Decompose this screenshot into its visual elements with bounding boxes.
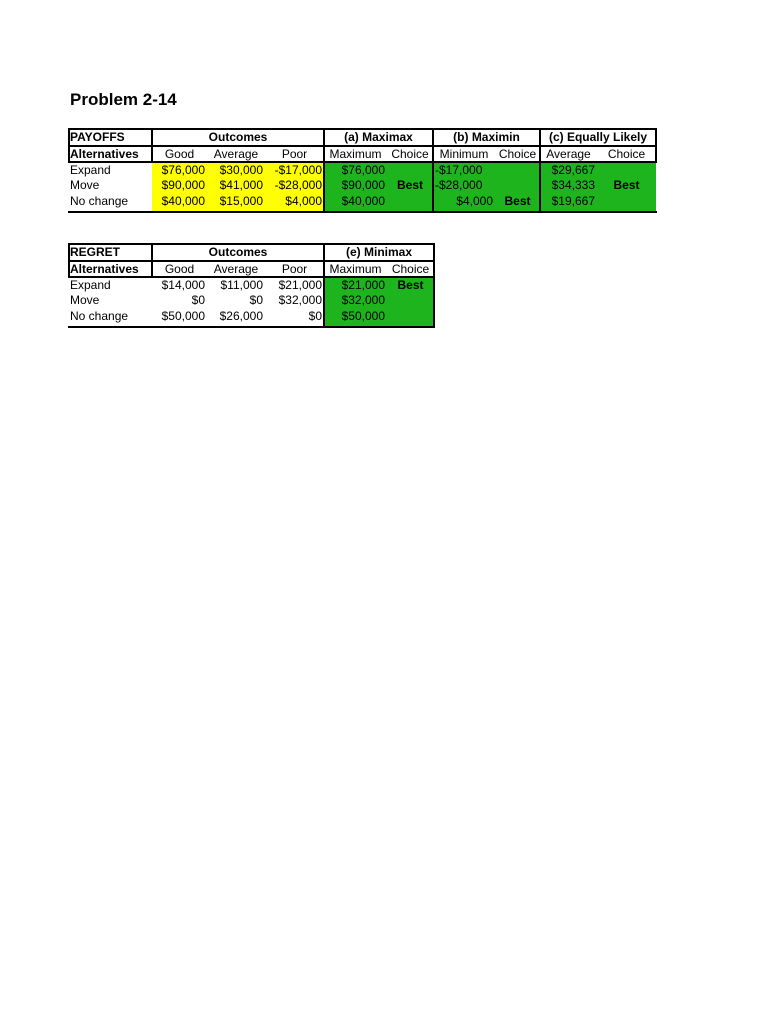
regret-good-header: Good: [164, 262, 195, 276]
minimum-header: Minimum: [439, 147, 489, 161]
regret-cell-good: $14,000: [161, 278, 205, 292]
page-title: Problem 2-14: [70, 90, 177, 109]
cell-minimum: -$17,000: [435, 163, 483, 177]
payoffs-header-bottom: [68, 161, 657, 163]
cell-maximum: $90,000: [341, 178, 385, 192]
payoffs-col-divider: [323, 128, 325, 213]
regret-col-divider: [151, 243, 153, 277]
cell-likely-choice: [597, 193, 656, 209]
row-label-no-change: No change: [70, 194, 129, 208]
maximin-header: (b) Maximin: [453, 130, 520, 144]
regret-poor-header: Poor: [281, 262, 308, 276]
regret-border-right: [433, 243, 435, 328]
cell-maximum: $76,000: [341, 163, 385, 177]
good-header: Good: [164, 147, 195, 161]
regret-cell-average: $0: [249, 293, 263, 307]
regret-cell-maximum: $50,000: [341, 309, 385, 323]
regret-outcomes-header: Outcomes: [208, 245, 268, 259]
likely-average-header: Average: [546, 147, 591, 161]
cell-maximax-choice: [387, 162, 433, 178]
average-header: Average: [213, 147, 259, 161]
cell-maximax-choice: [387, 193, 433, 209]
payoffs-border-bottom: [68, 211, 657, 213]
payoffs-border-top: [68, 128, 657, 130]
maximax-header: (a) Maximax: [344, 130, 413, 144]
cell-poor: -$28,000: [274, 178, 322, 192]
cell-average: $41,000: [219, 178, 263, 192]
regret-row-label-move: Move: [70, 293, 100, 307]
maximax-choice-header: Choice: [391, 147, 429, 161]
cell-likely-choice: [597, 162, 656, 178]
payoffs-outcomes-header: Outcomes: [208, 130, 268, 144]
regret-header-divider: [68, 260, 435, 262]
maximin-choice-header: Choice: [498, 147, 537, 161]
regret-cell-maximum: $21,000: [341, 278, 385, 292]
regret-cell-poor: $21,000: [278, 278, 322, 292]
cell-minimum: -$28,000: [435, 178, 483, 192]
payoffs-col-divider: [151, 128, 153, 162]
regret-choice-header: Choice: [391, 262, 430, 276]
regret-header-bottom: [68, 276, 435, 278]
cell-maximum: $40,000: [341, 194, 385, 208]
regret-cell-poor: $32,000: [278, 293, 322, 307]
regret-cell-choice: [387, 308, 434, 324]
regret-border-bottom: [68, 326, 435, 328]
payoffs-corner-label: PAYOFFS: [70, 130, 125, 144]
regret-cell-choice: Best: [397, 278, 424, 292]
cell-average: $30,000: [219, 163, 263, 177]
row-label-move: Move: [70, 178, 100, 192]
regret-border-left: [68, 243, 70, 277]
regret-cell-average: $11,000: [220, 278, 263, 292]
regret-cell-maximum: $32,000: [341, 293, 385, 307]
row-label-expand: Expand: [70, 163, 111, 177]
cell-maximin-choice: Best: [504, 194, 531, 208]
poor-header: Poor: [281, 147, 308, 161]
equally-likely-header: (c) Equally Likely: [548, 130, 648, 144]
cell-good: $40,000: [161, 194, 205, 208]
payoffs-border-left: [68, 128, 70, 162]
cell-maximin-choice: [495, 177, 540, 193]
regret-cell-good: $0: [191, 293, 205, 307]
cell-poor: $4,000: [285, 194, 322, 208]
cell-likely-average: $34,333: [551, 178, 595, 192]
regret-corner-label: REGRET: [70, 245, 121, 259]
regret-border-top: [68, 243, 435, 245]
minimax-header: (e) Minimax: [345, 245, 412, 259]
regret-row-label-expand: Expand: [70, 278, 111, 292]
alternatives-header: Alternatives: [70, 147, 139, 161]
cell-likely-average: $29,667: [551, 163, 595, 177]
regret-alternatives-header: Alternatives: [70, 262, 139, 276]
cell-good: $76,000: [161, 163, 205, 177]
regret-row-label-no-change: No change: [70, 309, 129, 323]
payoffs-border-right: [655, 128, 657, 162]
cell-likely-average: $19,667: [551, 194, 595, 208]
maximum-header: Maximum: [329, 147, 382, 161]
likely-choice-header: Choice: [607, 147, 646, 161]
cell-maximax-choice: Best: [396, 178, 423, 192]
regret-cell-poor: $0: [308, 309, 322, 323]
regret-maximum-header: Maximum: [329, 262, 382, 276]
regret-col-divider: [323, 243, 325, 328]
cell-average: $15,000: [219, 194, 263, 208]
payoffs-header-divider: [68, 145, 657, 147]
payoffs-col-divider: [432, 128, 434, 213]
cell-maximin-choice: [495, 162, 540, 178]
cell-poor: -$17,000: [274, 163, 322, 177]
regret-cell-average: $26,000: [219, 309, 263, 323]
cell-minimum: $4,000: [456, 194, 493, 208]
cell-good: $90,000: [161, 178, 205, 192]
regret-cell-choice: [387, 292, 434, 308]
payoffs-col-divider: [539, 128, 541, 213]
cell-likely-choice: Best: [613, 178, 640, 192]
regret-average-header: Average: [213, 262, 259, 276]
regret-cell-good: $50,000: [161, 309, 205, 323]
